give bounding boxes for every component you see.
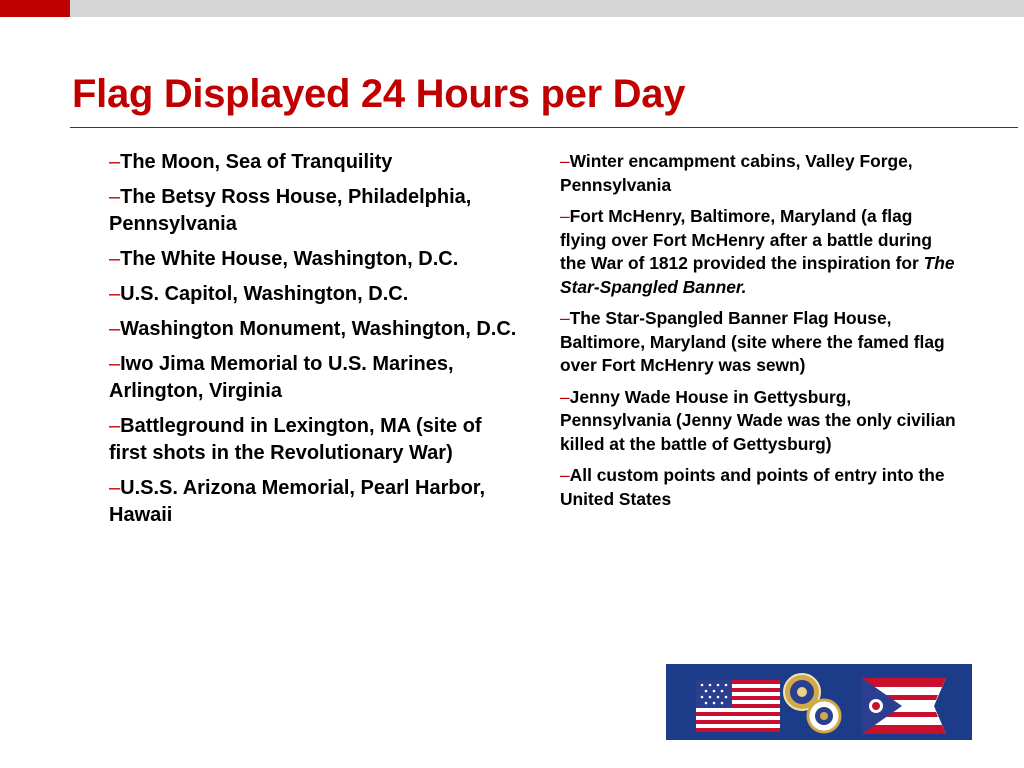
list-item bbox=[109, 475, 519, 529]
list-item bbox=[109, 246, 519, 273]
list-item-text: U.S.S. Arizona Memorial, Pearl Harbor, Hawaii bbox=[109, 477, 486, 526]
dash-bullet: – bbox=[109, 248, 121, 270]
list-item bbox=[109, 351, 519, 405]
seal-icon bbox=[808, 700, 840, 732]
top-gray-bar bbox=[70, 0, 1024, 17]
dash-bullet: – bbox=[109, 353, 121, 375]
list-item-text: U.S. Capitol, Washington, D.C. bbox=[120, 283, 409, 305]
list-item bbox=[560, 205, 960, 299]
list-item bbox=[560, 150, 960, 197]
dash-bullet: – bbox=[109, 283, 121, 305]
dash-bullet: – bbox=[109, 186, 121, 208]
list-item bbox=[109, 149, 519, 176]
left-location-list bbox=[109, 149, 519, 537]
ohio-flag-icon bbox=[862, 678, 946, 734]
title-divider bbox=[70, 127, 1018, 128]
list-item-text: Jenny Wade House in Gettysburg, Pennsylvania (Jenny Wade was the only civilian killed at the battle of Gettysburg) bbox=[560, 386, 956, 454]
list-item bbox=[109, 413, 519, 467]
dash-bullet: – bbox=[560, 151, 570, 171]
list-item bbox=[109, 281, 519, 308]
list-item bbox=[560, 464, 960, 511]
list-item-text: The Moon, Sea of Tranquility bbox=[120, 151, 393, 173]
list-item bbox=[560, 307, 960, 378]
list-item-text: Washington Monument, Washington, D.C. bbox=[120, 318, 517, 340]
list-item-text: Iwo Jima Memorial to U.S. Marines, Arlington, Virginia bbox=[109, 353, 454, 402]
list-item-text: Winter encampment cabins, Valley Forge, Pennsylvania bbox=[560, 151, 913, 195]
list-item bbox=[109, 316, 519, 343]
right-location-list bbox=[560, 150, 960, 519]
us-flag-icon bbox=[696, 680, 780, 732]
list-item-text: The White House, Washington, D.C. bbox=[120, 248, 459, 270]
dash-bullet: – bbox=[560, 386, 570, 407]
list-item-text: The Star-Spangled Banner Flag House, Baltimore, Maryland (site where the famed flag over Fort McHenry was sewn) bbox=[560, 308, 945, 375]
list-item bbox=[560, 386, 960, 457]
dash-bullet: – bbox=[109, 151, 121, 173]
top-accent-bar bbox=[0, 0, 70, 17]
dash-bullet: – bbox=[560, 308, 570, 328]
list-item-text: All custom points and points of entry into the United States bbox=[560, 465, 945, 509]
list-item bbox=[109, 184, 519, 238]
flags-and-seals-image bbox=[666, 664, 972, 740]
list-item-text: Fort McHenry, Baltimore, Maryland (a flag flying over Fort McHenry after a battle during the War of 1812 provided the inspiration for bbox=[560, 206, 933, 273]
slide-title: Flag Displayed 24 Hours per Day bbox=[72, 72, 686, 116]
dash-bullet: – bbox=[560, 465, 570, 485]
dash-bullet: – bbox=[109, 415, 121, 437]
list-item-text: Battleground in Lexington, MA (site of first shots in the Revolutionary War) bbox=[109, 415, 482, 464]
list-item-text: The Betsy Ross House, Philadelphia, Pennsylvania bbox=[109, 186, 472, 235]
dash-bullet: – bbox=[109, 318, 121, 340]
song-title-italic: The Star-Spangled Banner. bbox=[560, 253, 955, 297]
dash-bullet: – bbox=[560, 206, 570, 226]
dash-bullet: – bbox=[109, 477, 121, 499]
